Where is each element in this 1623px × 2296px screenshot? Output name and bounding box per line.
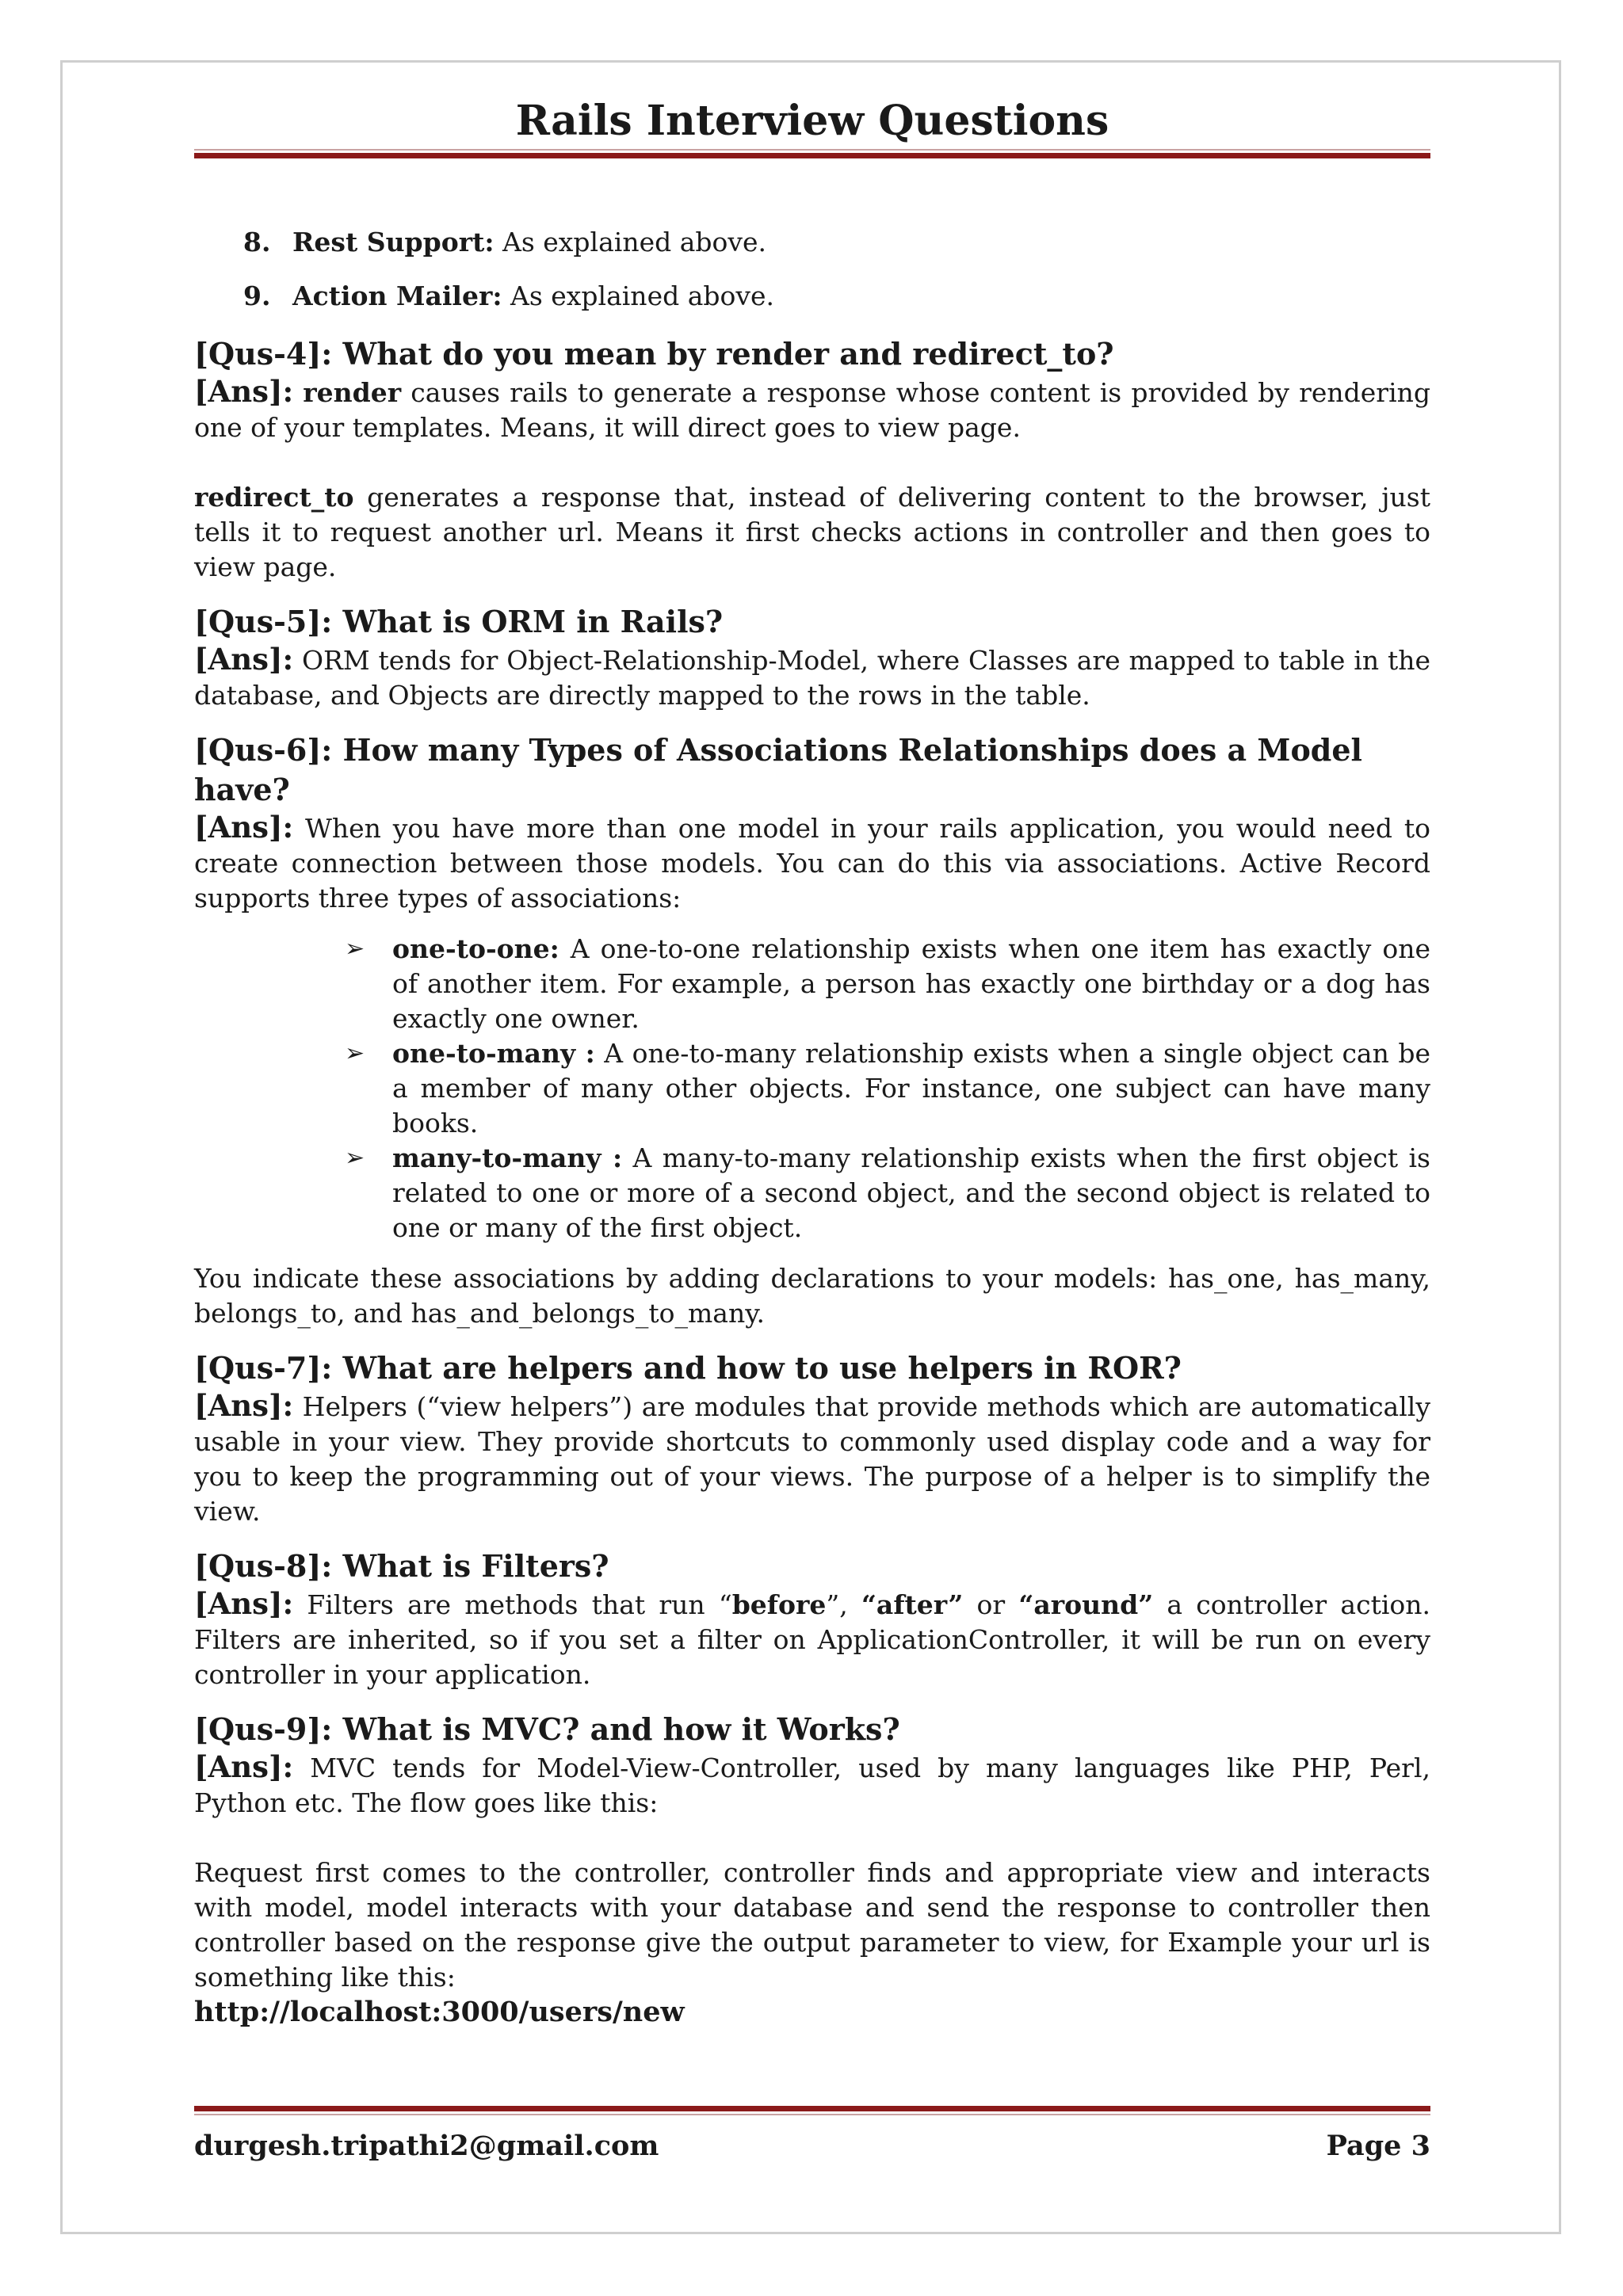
bullet-term: one-to-one: [392,933,559,964]
arrow-bullet-icon: ➢ [345,1144,365,1172]
answer-4-render [194,374,1430,445]
after-term: “after” [861,1589,964,1620]
answer-text: or [963,1589,1019,1620]
item-number: 8. [243,227,271,257]
list-item [243,279,1430,314]
answer-4-redirect [194,480,1430,585]
page-number: Page 3 [1326,2130,1430,2162]
association-list [345,932,1430,1245]
redirect-term: redirect_to [194,482,354,513]
answer-8 [194,1586,1430,1692]
question-6: [Qus-6]: How many Types of Associations Relationships does a Model have? [194,732,1362,807]
question-9: [Qus-9]: What is MVC? and how it Works? [194,1711,900,1747]
item-label: Action Mailer: [292,280,502,311]
ans-label: [Ans]: [194,810,294,845]
item-number: 9. [243,280,271,311]
answer-9 [194,1749,1430,1821]
ans-label: [Ans]: [194,1586,294,1621]
answer-text: ORM tends for Object-Relationship-Model, where Classes are mapped to table in the database, and Objects are directly mapped to the rows in the table. [194,645,1430,711]
question-4: [Qus-4]: What do you mean by render and redirect_to? [194,336,1114,372]
render-term: render [303,377,402,408]
ans-label: [Ans]: [194,374,294,409]
ans-label: [Ans]: [194,642,294,677]
answer-text: a controller action. Filters are inherited, so if you set a filter on ApplicationController, it will be run on every controller in your application. [194,1589,1430,1690]
before-term: before [731,1589,827,1620]
list-item [345,932,1430,1036]
around-term: “around” [1018,1589,1154,1620]
bullet-text: A many-to-many relationship exists when the first object is related to one or more of a second object, and the second object is related to one or many of the first object. [392,1142,1430,1243]
ans-label: [Ans]: [194,1749,294,1784]
page-title: Rails Interview Questions [515,97,1109,145]
bullet-text: A one-to-one relationship exists when one item has exactly one of another item. For example, a person has exactly one birthday or a dog has exactly one owner. [392,933,1430,1034]
question-8: [Qus-8]: What is Filters? [194,1548,609,1584]
render-text: causes rails to generate a response whose content is provided by rendering one of your templates. Means, it will direct goes to view page. [194,377,1431,443]
arrow-bullet-icon: ➢ [345,935,365,963]
document-body [194,225,1430,2030]
footer-email: durgesh.tripathi2@gmail.com [194,2130,659,2162]
item-text: As explained above. [502,280,775,311]
answer-text: When you have more than one model in your rails application, you would need to create connection between those models. You can do this via associations. Active Record supports three types of associations: [194,813,1430,913]
answer-5 [194,642,1430,713]
answer-text: Helpers (“view helpers”) are modules that provide methods which are automatically usable in your view. They provide shortcuts to commonly used display code and a way for you to keep the programming out of your views. The purpose of a helper is to simplify the view. [194,1391,1430,1527]
page-footer [194,2128,1430,2164]
item-text: As explained above. [494,227,767,257]
answer-text: Filters are methods that run “ [293,1589,732,1620]
answer-6-closing: You indicate these associations by adding declarations to your models: has_one, has_many, belongs_to, and has_and_belongs_to_many. [194,1263,1430,1329]
bullet-term: one-to-many : [392,1038,595,1069]
list-item [345,1036,1430,1141]
bullet-text: A one-to-many relationship exists when a single object can be a member of many other objects. For instance, one subject can have many books. [392,1038,1430,1138]
ans-label: [Ans]: [194,1388,294,1423]
answer-9-flow: Request first comes to the controller, controller finds and appropriate view and interacts with model, model interacts with your database and send the response to controller then controller based on the response give the output parameter to view, for Example your url is something like this: [194,1857,1430,1993]
answer-text: MVC tends for Model-View-Controller, used by many languages like PHP, Perl, Python etc. The flow goes like this: [194,1753,1430,1818]
question-5: [Qus-5]: What is ORM in Rails? [194,604,724,639]
answer-6 [194,810,1430,916]
arrow-bullet-icon: ➢ [345,1039,365,1067]
question-7: [Qus-7]: What are helpers and how to use helpers in ROR? [194,1350,1182,1386]
answer-text: ”, [826,1589,861,1620]
header-rule [194,149,1430,158]
footer-rule [194,2106,1430,2115]
redirect-text: generates a response that, instead of delivering content to the browser, just tells it to request another url. Means it first checks actions in controller and then goes to view page. [194,482,1430,582]
bullet-term: many-to-many : [392,1142,623,1173]
example-url: http://localhost:3000/users/new [194,1996,685,2028]
list-item [345,1141,1430,1245]
answer-7 [194,1388,1430,1529]
item-label: Rest Support: [292,227,495,257]
list-item [243,225,1430,260]
